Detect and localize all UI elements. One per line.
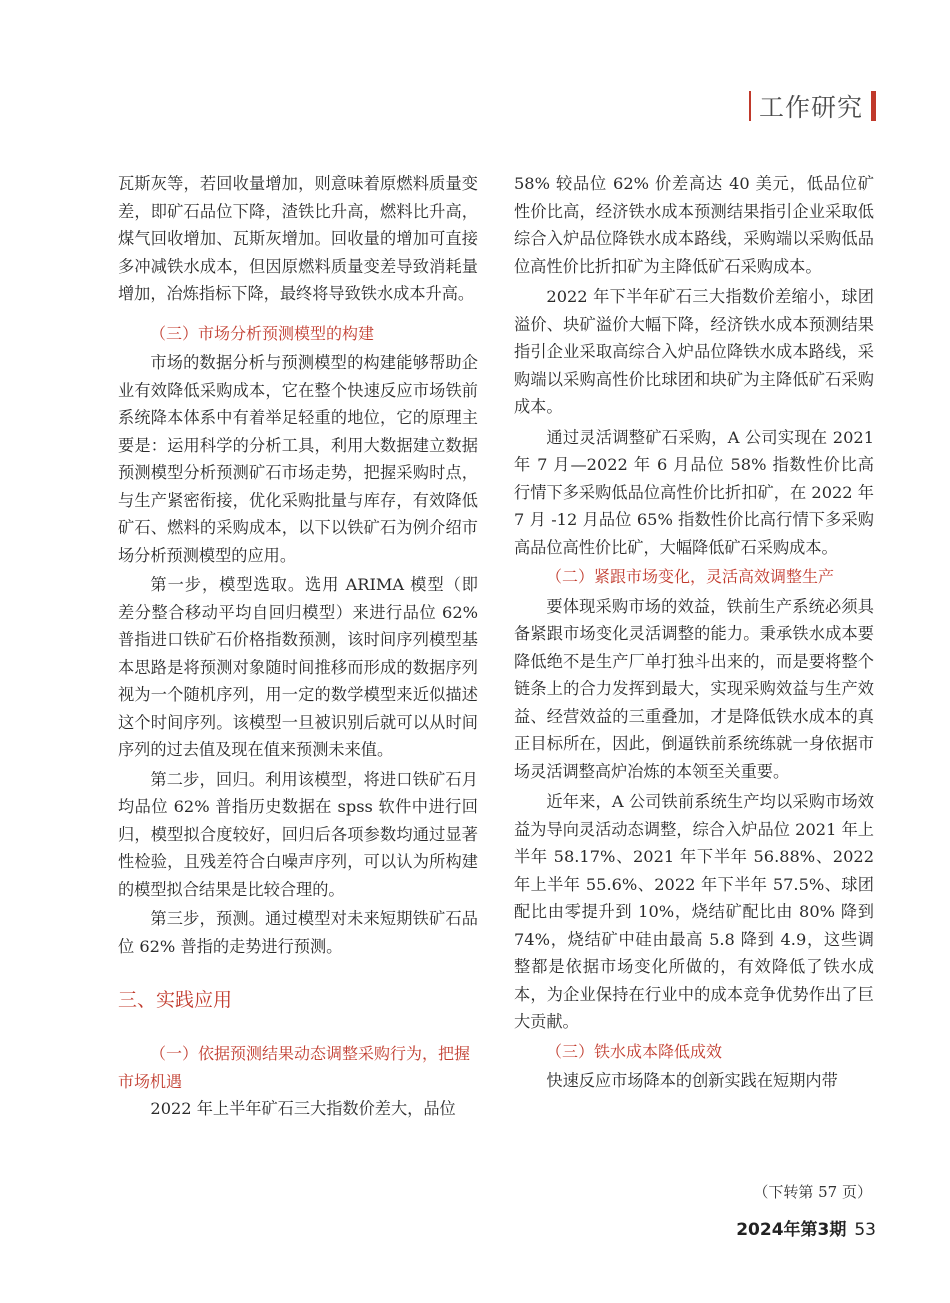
- continued-note: （下转第 57 页）: [753, 1183, 872, 1201]
- subsection-heading: （三）市场分析预测模型的构建: [150, 323, 375, 343]
- paragraph: 市场的数据分析与预测模型的构建能够帮助企业有效降低采购成本，它在整个快速反应市场铁前系统降本体系中有着举足轻重的地位，它的原理主要是：运用科学的分析工具，利用大数据建立数据预测模型分析预测矿石市场走势，把握采购时点，与生产紧密衔接，优化采购批量与库存，有效降低矿石、燃料的采购成本，以下以铁矿石为例介绍市场分析预测模型的应用。: [118, 353, 478, 565]
- header-divider-thick: [871, 91, 876, 121]
- paragraph: 2022 年下半年矿石三大指数价差缩小，球团溢价、块矿溢价大幅下降，经济铁水成本预测结果指引企业采取高综合入炉品位降铁水成本路线，采购端以采购高性价比球团和块矿为主降低矿石采购成本。: [514, 287, 874, 416]
- subsection-heading: （二）紧跟市场变化，灵活高效调整生产: [546, 567, 835, 586]
- paragraph: 近年来，A 公司铁前系统生产均以采购市场效益为导向灵活动态调整，综合入炉品位 2021 年上半年 58.17%、2021 年下半年 56.88%、2022 年上半年 55.6%、2022 年下半年 57.5%、球团配比由零提升到 10%，烧结矿配比由 80% 降到 74%，烧结矿中硅由最高 5.8 降到 4.9，这些调整都是依据市场变化所做的，有效降低了铁水成本，为企业保持在行业中的成本竞争优势作出了巨大贡献。: [514, 792, 874, 1031]
- page-footer: [736, 1215, 876, 1240]
- issue-label: 2024年第3期: [736, 1220, 847, 1240]
- section-title: 工作研究: [758, 93, 863, 122]
- header-divider-thin: [749, 91, 751, 121]
- subsection-heading: （三）铁水成本降低成效: [546, 1041, 723, 1061]
- section-header: [749, 88, 876, 124]
- paragraph: 第一步，模型选取。选用 ARIMA 模型（即差分整合移动平均自回归模型）来进行品位 62% 普指进口铁矿石价格指数预测，该时间序列模型基本思路是将预测对象随时间推移而形成的数据序列视为一个随机序列，用一定的数学模型来近似描述这个时间序列。该模型一旦被识别后就可以从时间序列的过去值及现在值来预测未来值。: [118, 575, 478, 759]
- right-column: [514, 170, 874, 1095]
- paragraph: 58% 较品位 62% 价差高达 40 美元，低品位矿性价比高，经济铁水成本预测结果指引企业采取低综合入炉品位降铁水成本路线，采购端以采购低品位高性价比折扣矿为主降低矿石采购成本。: [514, 174, 874, 276]
- page-number: 53: [854, 1220, 876, 1240]
- left-column: [118, 170, 478, 1123]
- section-heading: 三、实践应用: [118, 989, 233, 1011]
- paragraph: 要体现采购市场的效益，铁前生产系统必须具备紧跟市场变化灵活调整的能力。秉承铁水成本要降低绝不是生产厂单打独斗出来的，而是要将整个链条上的合力发挥到最大，实现采购效益与生产效益、经营效益的三重叠加，才是降低铁水成本的真正目标所在，因此，倒逼铁前系统练就一身依据市场灵活调整高炉冶炼的本领至关重要。: [514, 596, 874, 781]
- paragraph: 2022 年上半年矿石三大指数价差大，品位: [150, 1099, 456, 1118]
- paragraph: 快速反应市场降本的创新实践在短期内带: [546, 1071, 838, 1090]
- paragraph: 第二步，回归。利用该模型，将进口铁矿石月均品位 62% 普指历史数据在 spss 软件中进行回归，模型拟合度较好，回归后各项参数均通过显著性检验，且残差符合白噪声序列，可以认为所构建的模型拟合结果是比较合理的。: [118, 769, 478, 899]
- paragraph: 通过灵活调整矿石采购，A 公司实现在 2021 年 7 月—2022 年 6 月品位 58% 指数性价比高行情下多采购低品位高性价比折扣矿，在 2022 年 7 月 -12 月品位 65% 指数性价比高行情下多采购高品位高性价比矿，大幅降低矿石采购成本。: [514, 427, 874, 557]
- paragraph: 瓦斯灰等，若回收量增加，则意味着原燃料质量变差，即矿石品位下降，渣铁比升高，燃料比升高，煤气回收增加、瓦斯灰增加。回收量的增加可直接多冲减铁水成本，但因原燃料质量变差导致消耗量增加，冶炼指标下降，最终将导致铁水成本升高。: [118, 174, 478, 303]
- paragraph: 第三步，预测。通过模型对未来短期铁矿石品位 62% 普指的走势进行预测。: [118, 909, 478, 956]
- subsection-heading: （一）依据预测结果动态调整采购行为，把握市场机遇: [118, 1044, 471, 1091]
